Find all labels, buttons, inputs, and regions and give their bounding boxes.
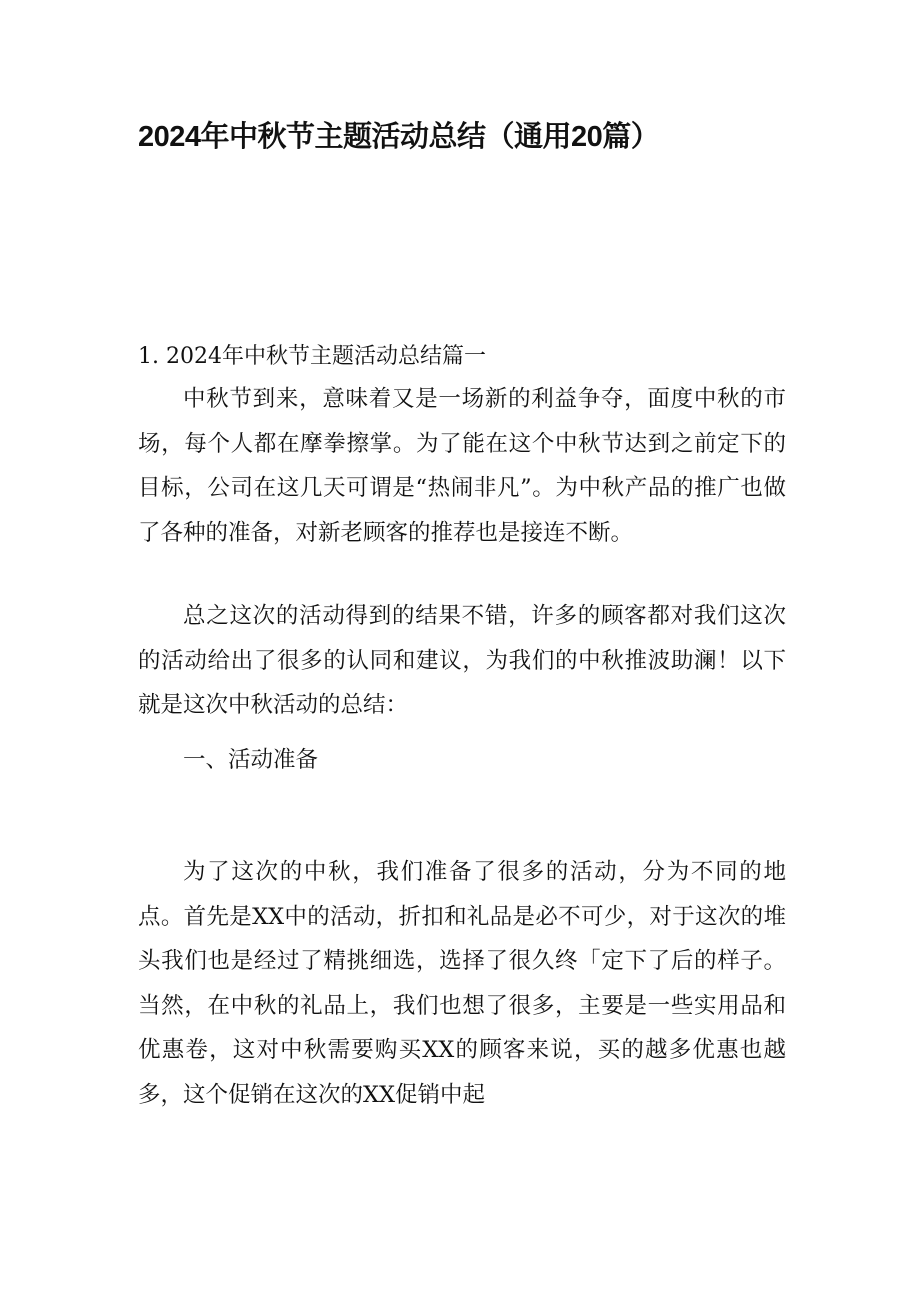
- paragraph-activity-details: 为了这次的中秋，我们准备了很多的活动，分为不同的地点。首先是XX中的活动，折扣和礼品是必不可少，对于这次的堆头我们也是经过了精挑细选，选择了很久终「定下了后的样子。当然，在中秋的礼品上，我们也想了很多，主要是一些实用品和优惠卷，这对中秋需要购买XX的顾客来说，买的越多优惠也越多，这个促销在这次的XX促销中起: [138, 859, 786, 1108]
- subheading-activity-prep: 一、活动准备: [183, 747, 319, 773]
- section-heading: 1. 2024年中秋节主题活动总结篇一: [138, 344, 486, 369]
- paragraph-summary: 总之这次的活动得到的结果不错，许多的顾客都对我们这次的活动给出了很多的认同和建议，为我们的中秋推波助澜！以下就是这次中秋活动的总结：: [138, 603, 786, 718]
- paragraph-intro: 中秋节到来，意味着又是一场新的利益争夺，面度中秋的市场，每个人都在摩拳擦掌。为了能在这个中秋节达到之前定下的目标，公司在这几天可谓是“热闹非凡”。为中秋产品的推广也做了各种的准备，对新老顾客的推荐也是接连不断。: [138, 386, 786, 546]
- document-title: 2024年中秋节主题活动总结（通用20篇）: [138, 121, 660, 153]
